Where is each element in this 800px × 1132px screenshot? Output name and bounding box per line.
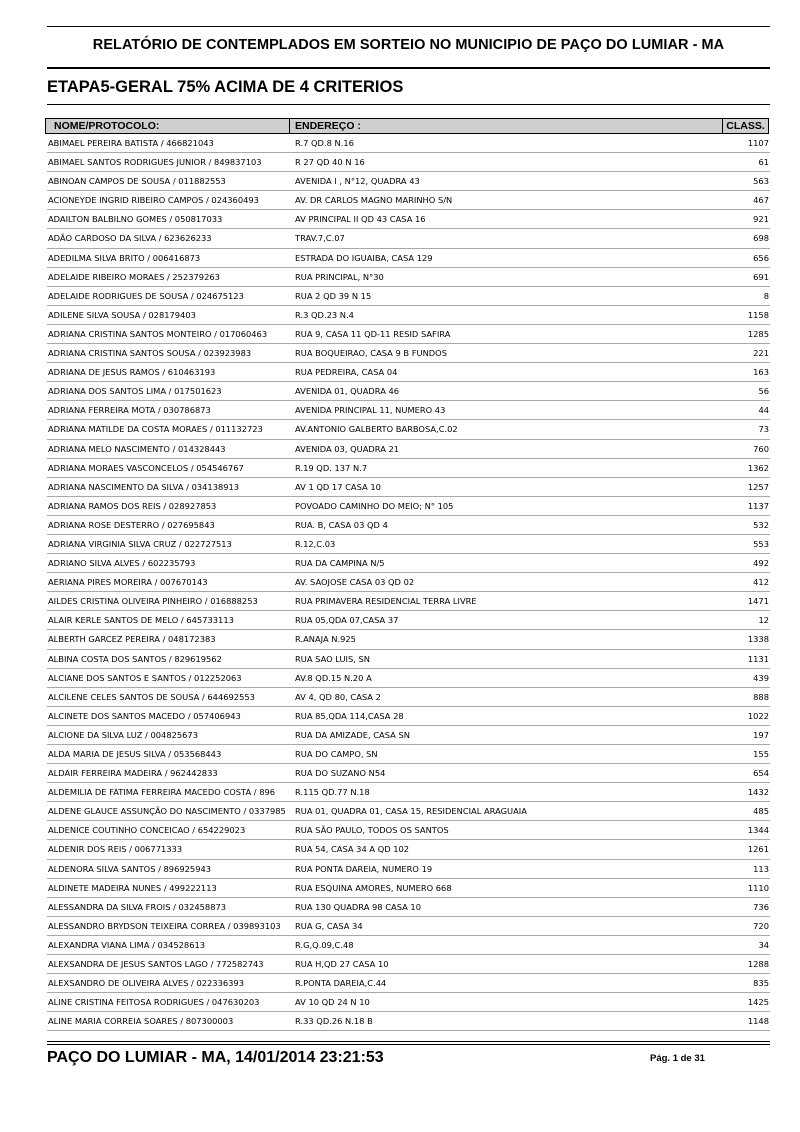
table-row bbox=[47, 497, 770, 516]
table-row bbox=[47, 306, 770, 325]
row-class: 8 bbox=[763, 290, 769, 301]
row-class: 73 bbox=[758, 424, 769, 435]
row-name: ALDENIR DOS REIS / 006771333 bbox=[48, 844, 183, 855]
table-row bbox=[47, 268, 770, 287]
row-address: RUA PEDREIRA, CASA 04 bbox=[295, 367, 398, 378]
title-rule bbox=[47, 67, 770, 69]
row-name: ALCINETE DOS SANTOS MACEDO / 057406943 bbox=[48, 710, 241, 721]
row-class: 532 bbox=[753, 519, 769, 530]
table-row bbox=[47, 172, 770, 191]
row-address: R.33 QD.26 N.18 B bbox=[295, 1016, 373, 1027]
row-name: ALINE MARIA CORREIA SOARES / 807300003 bbox=[48, 1016, 234, 1027]
row-address: RUA. B, CASA 03 QD 4 bbox=[295, 519, 388, 530]
row-address: RUA 2 QD 39 N 15 bbox=[295, 290, 372, 301]
row-address: AV. SAOJOSE CASA 03 QD 02 bbox=[295, 577, 415, 588]
row-class: 439 bbox=[753, 672, 769, 683]
table-row bbox=[47, 936, 770, 955]
row-class: 412 bbox=[753, 577, 769, 588]
row-name: ALINE CRISTINA FEITOSA RODRIGUES / 047630203 bbox=[48, 997, 260, 1008]
row-name: ABIMAEL SANTOS RODRIGUES JUNIOR / 849837103 bbox=[48, 157, 262, 168]
table-row bbox=[47, 478, 770, 497]
table-row bbox=[47, 554, 770, 573]
table-row bbox=[47, 459, 770, 478]
row-class: 654 bbox=[753, 768, 769, 779]
row-address: AV PRINCIPAL II QD 43 CASA 16 bbox=[295, 214, 426, 225]
row-address: R.12,C.03 bbox=[295, 538, 336, 549]
row-name: ADRIANA DOS SANTOS LIMA / 017501623 bbox=[48, 386, 222, 397]
table-row bbox=[47, 344, 770, 363]
row-class: 553 bbox=[753, 538, 769, 549]
table-row bbox=[47, 1012, 770, 1031]
table-row bbox=[47, 420, 770, 439]
row-class: 1257 bbox=[747, 481, 769, 492]
row-class: 760 bbox=[753, 443, 769, 454]
row-name: ADEDILMA SILVA BRITO / 006416873 bbox=[48, 252, 201, 263]
row-name: ALEXSANDRO DE OLIVEIRA ALVES / 022336393 bbox=[48, 978, 244, 989]
row-name: ACIONEYDE INGRID RIBEIRO CAMPOS / 024360493 bbox=[48, 195, 259, 206]
row-class: 56 bbox=[758, 386, 769, 397]
row-address: RUA ESQUINA AMORES, NUMERO 668 bbox=[295, 882, 452, 893]
row-class: 736 bbox=[753, 901, 769, 912]
row-name: ADÃO CARDOSO DA SILVA / 623626233 bbox=[48, 233, 212, 244]
row-address: RUA G, CASA 34 bbox=[295, 920, 363, 931]
row-class: 563 bbox=[753, 176, 769, 187]
row-class: 921 bbox=[753, 214, 769, 225]
row-name: ALDEMILIA DE FATIMA FERREIRA MACEDO COSTA / 896 bbox=[48, 787, 276, 798]
row-address: R.115 QD.77 N.18 bbox=[295, 787, 370, 798]
row-class: 888 bbox=[753, 691, 769, 702]
row-class: 835 bbox=[753, 978, 769, 989]
row-address: RUA 05,QDA 07,CASA 37 bbox=[295, 615, 399, 626]
row-address: R.PONTA DAREIA,C.44 bbox=[295, 978, 387, 989]
report-title: RELATÓRIO DE CONTEMPLADOS EM SORTEIO NO MUNICIPIO DE PAÇO DO LUMIAR - MA bbox=[92, 37, 725, 53]
row-address: RUA 54, CASA 34 A QD 102 bbox=[295, 844, 410, 855]
header-name: NOME/PROTOCOLO: bbox=[46, 119, 290, 133]
row-address: RUA PRINCIPAL, N°30 bbox=[295, 271, 384, 282]
row-class: 492 bbox=[753, 558, 769, 569]
row-class: 1288 bbox=[747, 959, 769, 970]
row-address: AV.8 QD.15 N.20 A bbox=[295, 672, 372, 683]
row-class: 1110 bbox=[747, 882, 769, 893]
row-name: ABINOAN CAMPOS DE SOUSA / 011882553 bbox=[48, 176, 226, 187]
row-class: 61 bbox=[758, 157, 769, 168]
row-name: ADELAIDE RIBEIRO MORAES / 252379263 bbox=[48, 271, 220, 282]
footer-rule-top bbox=[47, 1041, 770, 1042]
row-name: ADRIANA VIRGINIA SILVA CRUZ / 022727513 bbox=[48, 538, 232, 549]
table-row bbox=[47, 745, 770, 764]
table-row bbox=[47, 821, 770, 840]
row-class: 1285 bbox=[747, 328, 769, 339]
table-row bbox=[47, 611, 770, 630]
row-class: 163 bbox=[753, 367, 769, 378]
row-address: TRAV.7,C.07 bbox=[295, 233, 345, 244]
row-address: RUA DO CAMPO, SN bbox=[295, 749, 378, 759]
row-name: AERIANA PIRES MOREIRA / 007670143 bbox=[48, 577, 208, 588]
table-row bbox=[47, 382, 770, 401]
header-address: ENDEREÇO : bbox=[295, 120, 361, 132]
row-name: ALEXSANDRA DE JESUS SANTOS LAGO / 772582743 bbox=[48, 959, 264, 970]
table-body bbox=[47, 134, 770, 1031]
row-address: R.19 QD. 137 N.7 bbox=[295, 462, 368, 473]
row-class: 1471 bbox=[747, 596, 769, 607]
table-row bbox=[47, 516, 770, 535]
row-address: RUA PONTA DAREIA, NUMERO 19 bbox=[295, 863, 433, 874]
row-class: 698 bbox=[753, 233, 769, 244]
table-row bbox=[47, 650, 770, 669]
table-row bbox=[47, 134, 770, 153]
row-name: ADRIANA CRISTINA SANTOS MONTEIRO / 017060463 bbox=[48, 328, 268, 339]
row-address: RUA DO SUZANO N54 bbox=[295, 768, 386, 779]
row-class: 656 bbox=[753, 252, 769, 263]
row-address: AVENIDA 01, QUADRA 46 bbox=[295, 386, 400, 397]
row-name: ALDAIR FERREIRA MADEIRA / 962442833 bbox=[48, 768, 218, 779]
top-rule bbox=[47, 26, 770, 27]
row-name: ADRIANA MELO NASCIMENTO / 014328443 bbox=[48, 443, 226, 454]
row-name: ALESSANDRA DA SILVA FROIS / 032458873 bbox=[48, 901, 227, 912]
row-address: RUA SAO LUIS, SN bbox=[295, 653, 371, 664]
row-address: RUA 130 QUADRA 98 CASA 10 bbox=[295, 901, 421, 912]
row-class: 1362 bbox=[747, 462, 769, 473]
row-name: ADRIANA DE JESUS RAMOS / 610463193 bbox=[48, 367, 216, 378]
row-address: RUA BOQUEIRAO, CASA 9 B FUNDOS bbox=[295, 348, 447, 359]
row-class: 467 bbox=[753, 195, 769, 206]
row-class: 1338 bbox=[747, 634, 769, 645]
row-address: RUA DA CAMPINA N/5 bbox=[295, 558, 385, 569]
row-address: RUA DA AMIZADE, CASA SN bbox=[295, 729, 410, 740]
row-class: 1131 bbox=[747, 653, 769, 664]
row-name: ALBERTH GARCEZ PEREIRA / 048172383 bbox=[48, 634, 216, 645]
row-name: ADELAIDE RODRIGUES DE SOUSA / 024675123 bbox=[48, 290, 244, 301]
row-address: R.7 QD.8 N.16 bbox=[295, 138, 354, 148]
table-row bbox=[47, 440, 770, 459]
row-class: 1158 bbox=[747, 309, 769, 320]
table-row bbox=[47, 726, 770, 745]
table-row bbox=[47, 783, 770, 802]
table-row bbox=[47, 764, 770, 783]
table-row bbox=[47, 917, 770, 936]
row-address: R 27 QD 40 N 16 bbox=[295, 157, 365, 168]
row-address: RUA H,QD 27 CASA 10 bbox=[295, 959, 389, 970]
row-name: ALDENORA SILVA SANTOS / 896925943 bbox=[48, 863, 212, 874]
row-class: 1137 bbox=[747, 500, 769, 511]
row-class: 720 bbox=[753, 920, 769, 931]
table-row bbox=[47, 229, 770, 248]
row-name: ALDENICE COUTINHO CONCEICAO / 654229023 bbox=[48, 825, 246, 836]
table-row bbox=[47, 860, 770, 879]
table-row bbox=[47, 153, 770, 172]
row-address: AV 10 QD 24 N 10 bbox=[295, 997, 370, 1008]
footer-location-datetime: PAÇO DO LUMIAR - MA, 14/01/2014 23:21:53 bbox=[47, 1049, 384, 1066]
row-class: 44 bbox=[758, 405, 769, 416]
table-row bbox=[47, 974, 770, 993]
table-row bbox=[47, 898, 770, 917]
row-class: 197 bbox=[753, 729, 769, 740]
table-row bbox=[47, 573, 770, 592]
table-row bbox=[47, 401, 770, 420]
row-name: ABIMAEL PEREIRA BATISTA / 466821043 bbox=[48, 138, 214, 148]
row-name: ADRIANA ROSE DESTERRO / 027695843 bbox=[48, 519, 215, 530]
row-address: RUA 85,QDA 114,CASA 28 bbox=[295, 710, 404, 721]
row-name: AILDES CRISTINA OLIVEIRA PINHEIRO / 016888253 bbox=[48, 596, 258, 607]
row-name: ADILENE SILVA SOUSA / 028179403 bbox=[48, 309, 196, 320]
table-row bbox=[47, 535, 770, 554]
row-class: 1432 bbox=[747, 787, 769, 798]
row-address: AV 1 QD 17 CASA 10 bbox=[295, 481, 381, 492]
row-address: RUA PRIMAVERA RESIDENCIAL TERRA LIVRE bbox=[295, 596, 477, 607]
row-name: ADRIANA RAMOS DOS REIS / 028927853 bbox=[48, 500, 217, 511]
row-class: 34 bbox=[758, 939, 769, 950]
row-class: 113 bbox=[753, 863, 769, 874]
table-row bbox=[47, 802, 770, 821]
row-name: ADRIANO SILVA ALVES / 602235793 bbox=[48, 558, 196, 569]
row-name: ALDA MARIA DE JESUS SILVA / 053568443 bbox=[48, 749, 222, 759]
table-row bbox=[47, 993, 770, 1012]
table-row bbox=[47, 592, 770, 611]
row-address: POVOADO CAMINHO DO MEIO; N° 105 bbox=[295, 500, 454, 511]
row-name: ADAILTON BALBILNO GOMES / 050817033 bbox=[48, 214, 223, 225]
row-class: 485 bbox=[753, 806, 769, 817]
table-row bbox=[47, 287, 770, 306]
row-address: R.3 QD.23 N.4 bbox=[295, 309, 354, 320]
row-name: ADRIANA FERREIRA MOTA / 030786873 bbox=[48, 405, 211, 416]
row-name: ALESSANDRO BRYDSON TEIXEIRA CORREA / 039893103 bbox=[48, 920, 281, 931]
section-title: ETAPA5-GERAL 75% ACIMA DE 4 CRITERIOS bbox=[47, 78, 404, 96]
header-class: CLASS. bbox=[722, 119, 768, 133]
row-class: 1148 bbox=[747, 1016, 769, 1027]
footer-rule-bottom bbox=[47, 1044, 770, 1045]
row-name: ADRIANA MORAES VASCONCELOS / 054546767 bbox=[48, 462, 244, 473]
table-row bbox=[47, 210, 770, 229]
row-class: 1022 bbox=[747, 710, 769, 721]
row-name: ADRIANA CRISTINA SANTOS SOUSA / 023923983 bbox=[48, 348, 252, 359]
row-address: RUA 9, CASA 11 QD-11 RESID SAFIRA bbox=[295, 328, 451, 339]
table-row bbox=[47, 630, 770, 649]
row-class: 691 bbox=[753, 271, 769, 282]
row-name: ALAIR KERLE SANTOS DE MELO / 645733113 bbox=[48, 615, 234, 626]
row-address: R.G,Q.09,C.48 bbox=[295, 939, 354, 950]
row-class: 1107 bbox=[747, 138, 769, 148]
row-name: ALCILENE CELES SANTOS DE SOUSA / 644692553 bbox=[48, 691, 255, 702]
row-name: ALDENE GLAUCE ASSUNÇÃO DO NASCIMENTO / 0337985 bbox=[48, 806, 286, 817]
row-class: 1261 bbox=[747, 844, 769, 855]
row-name: ADRIANA NASCIMENTO DA SILVA / 034138913 bbox=[48, 481, 240, 492]
row-address: RUA SÃO PAULO, TODOS OS SANTOS bbox=[295, 825, 449, 836]
table-row bbox=[47, 879, 770, 898]
table-row bbox=[47, 669, 770, 688]
row-address: AVENIDA I , N°12, QUADRA 43 bbox=[295, 176, 420, 187]
row-name: ALDINETE MADEIRA NUNES / 499222113 bbox=[48, 882, 217, 893]
row-address: AV 4, QD 80, CASA 2 bbox=[295, 691, 381, 702]
table-row bbox=[47, 191, 770, 210]
table-row bbox=[47, 688, 770, 707]
row-name: ALCIANE DOS SANTOS E SANTOS / 012252063 bbox=[48, 672, 242, 683]
row-address: AVENIDA PRINCIPAL 11, NUMERO 43 bbox=[295, 405, 446, 416]
table-row bbox=[47, 955, 770, 974]
row-class: 155 bbox=[753, 749, 769, 759]
row-name: ADRIANA MATILDE DA COSTA MORAES / 011132723 bbox=[48, 424, 263, 435]
row-address: AV. DR CARLOS MAGNO MARINHO S/N bbox=[295, 195, 453, 206]
row-name: ALEXANDRA VIANA LIMA / 034528613 bbox=[48, 939, 206, 950]
footer-page-number: Pág. 1 de 31 bbox=[650, 1053, 705, 1064]
row-address: RUA 01, QUADRA 01, CASA 15, RESIDENCIAL ARAGUAIA bbox=[295, 806, 527, 817]
row-name: ALCIONE DA SILVA LUZ / 004825673 bbox=[48, 729, 198, 740]
row-class: 12 bbox=[758, 615, 769, 626]
table-row bbox=[47, 840, 770, 859]
row-class: 1344 bbox=[747, 825, 769, 836]
table-row bbox=[47, 707, 770, 726]
table-row bbox=[47, 363, 770, 382]
row-address: R.ANAJA N.925 bbox=[295, 634, 356, 645]
row-address: AVENIDA 03, QUADRA 21 bbox=[295, 443, 400, 454]
row-address: ESTRADA DO IGUAIBA, CASA 129 bbox=[295, 252, 433, 263]
row-name: ALBINA COSTA DOS SANTOS / 829619562 bbox=[48, 653, 222, 664]
row-class: 221 bbox=[753, 348, 769, 359]
table-header bbox=[45, 118, 769, 134]
row-address: AV.ANTONIO GALBERTO BARBOSA,C.02 bbox=[295, 424, 458, 435]
table-row bbox=[47, 325, 770, 344]
row-class: 1425 bbox=[747, 997, 769, 1008]
section-rule bbox=[47, 104, 770, 105]
table-row bbox=[47, 249, 770, 268]
